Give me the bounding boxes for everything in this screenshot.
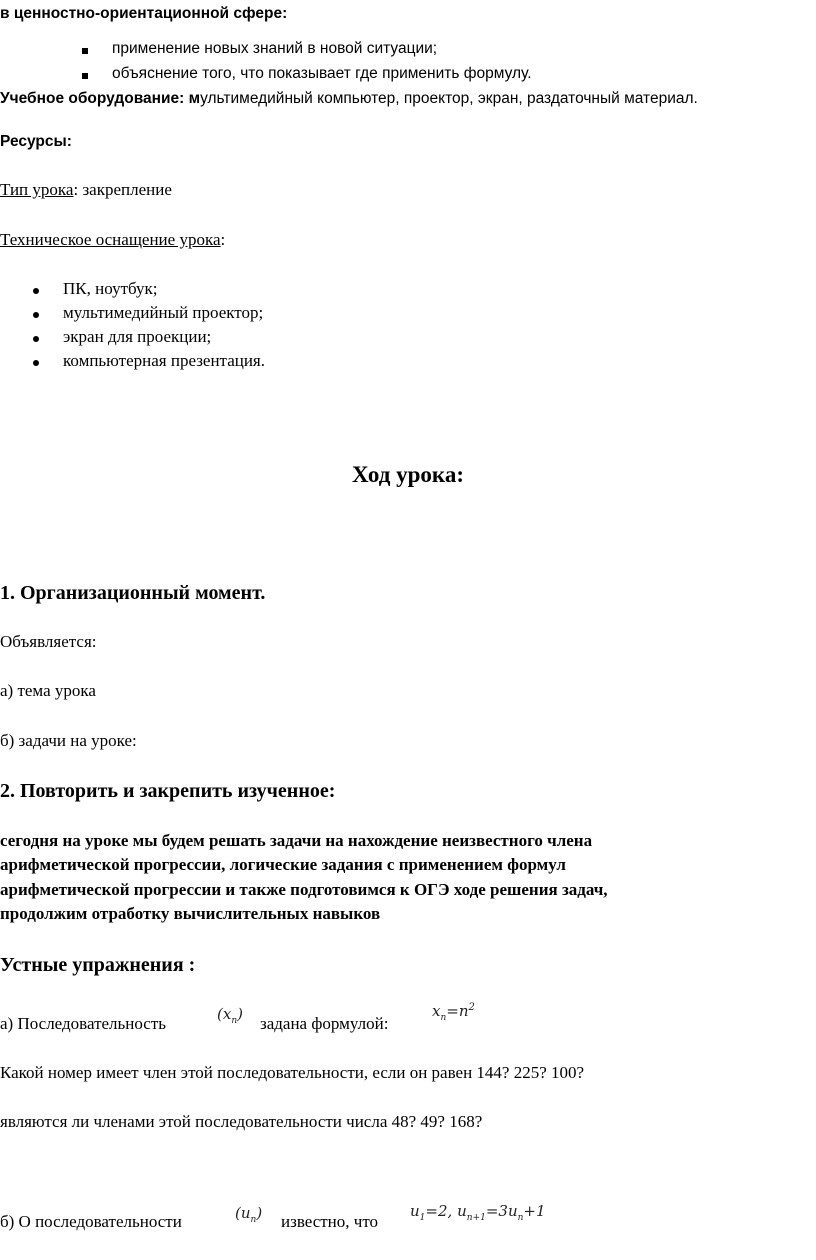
tech-label: Техническое оснащение урока xyxy=(0,230,221,249)
course-title: Ход урока: xyxy=(352,462,464,487)
bullet-icon xyxy=(33,336,39,342)
tech-item: компьютерная презентация. xyxy=(63,351,265,370)
question-1: Какой номер имеет член этой последовательности, если он равен 144? 225? 100? xyxy=(0,1063,585,1082)
exercise-a-text: а) Последовательность xyxy=(0,1014,167,1033)
bullet-icon xyxy=(33,312,39,318)
resources-label: Ресурсы: xyxy=(0,133,72,150)
exercise-b-known-label: известно, что xyxy=(281,1212,379,1231)
exercise-a-formula-label: задана формулой: xyxy=(260,1014,389,1033)
formula-xn-image: $(x_n)$ xyxy=(217,1005,243,1026)
tech-item: экран для проекции; xyxy=(63,327,212,346)
section2-paragraph-line: сегодня на уроке мы будем решать задачи на нахождение неизвестного члена xyxy=(0,831,593,850)
section2-paragraph-line: арифметической прогрессии и также подготовимся к ОГЭ ходе решения задач, xyxy=(0,880,608,899)
section1-title: 1. Организационный момент. xyxy=(0,582,266,604)
section2-title: 2. Повторить и закрепить изученное: xyxy=(0,780,336,802)
section2-paragraph-line: арифметической прогрессии, логические задания с применением формул xyxy=(0,855,566,874)
section2-paragraph-line: продолжим отработку вычислительных навыков xyxy=(0,904,381,923)
formula-recurrence: $u_1=2$, $u_{n+1}=3u_n+1$ xyxy=(410,1202,546,1223)
oral-title: Устные упражнения : xyxy=(0,954,196,976)
tech-item: ПК, ноутбук; xyxy=(63,279,158,298)
equipment-label: Учебное оборудование: м xyxy=(0,90,201,107)
formula-xn-equals-n2: $x_n=n^2$ xyxy=(432,1002,475,1023)
tasks-item: б) задачи на уроке: xyxy=(0,731,137,750)
goals-heading: в ценностно-ориентационной сфере: xyxy=(0,5,288,22)
tech-item: мультимедийный проектор; xyxy=(63,303,264,322)
equipment-line xyxy=(0,90,698,108)
equipment-text: ультимедийный компьютер, проектор, экран, раздаточный материал. xyxy=(200,90,698,107)
formula-un-image: $(u_n)$ xyxy=(235,1204,263,1225)
square-bullet-icon xyxy=(82,73,88,79)
tech-line xyxy=(0,230,225,250)
lesson-type-line xyxy=(0,180,172,200)
bullet-icon xyxy=(33,288,39,294)
bullet-icon xyxy=(33,360,39,366)
announce-text: Объявляется: xyxy=(0,632,97,651)
square-bullet-icon xyxy=(82,48,88,54)
lesson-type-value: : закрепление xyxy=(73,180,172,199)
goal-item: объяснение того, что показывает где применить формулу. xyxy=(112,65,532,82)
exercise-b-text: б) О последовательности xyxy=(0,1212,182,1231)
goal-item: применение новых знаний в новой ситуации; xyxy=(112,40,438,57)
lesson-type-label: Тип урока xyxy=(0,180,74,199)
question-2: являются ли членами этой последовательности числа 48? 49? 168? xyxy=(0,1112,483,1131)
tech-colon: : xyxy=(220,230,226,249)
topic-item: а) тема урока xyxy=(0,681,96,700)
